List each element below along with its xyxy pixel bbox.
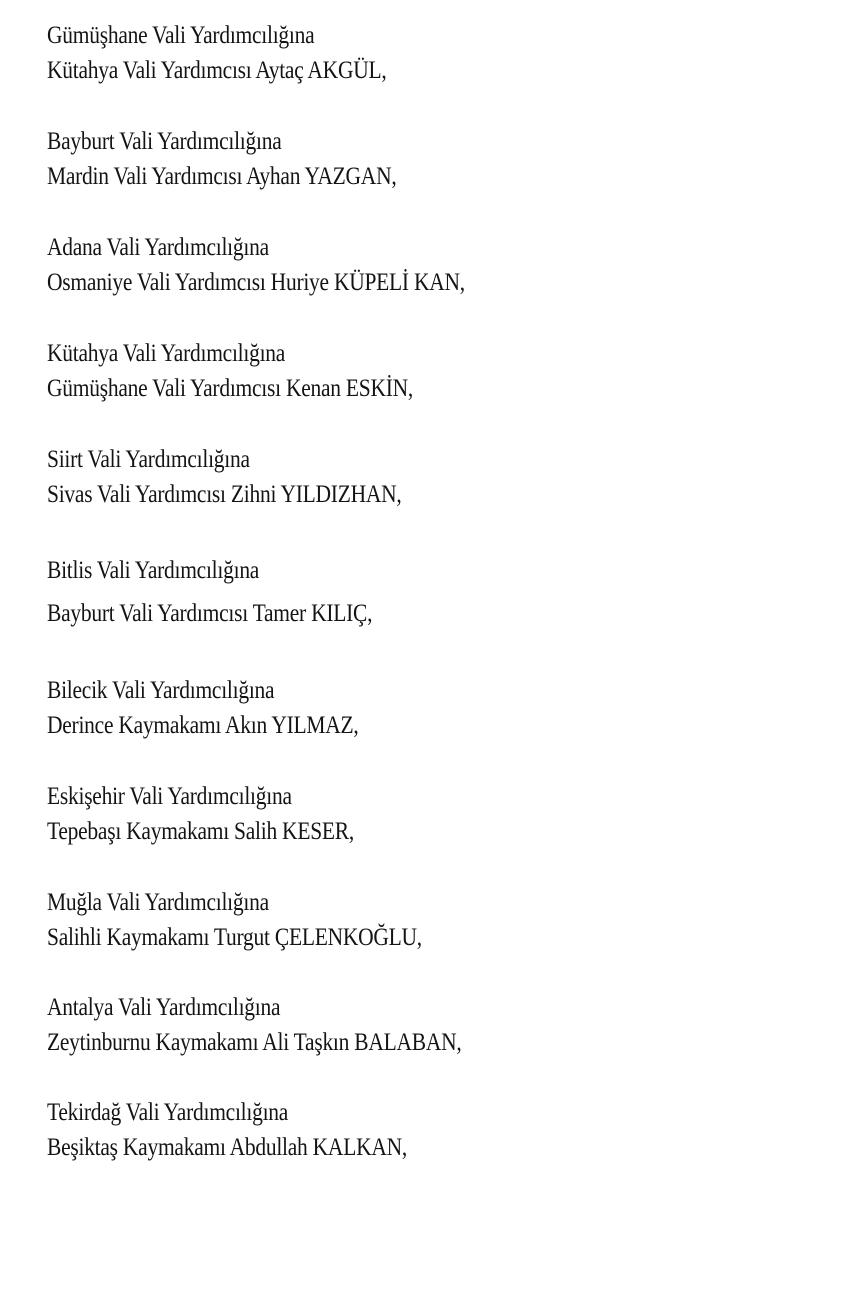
- position-line: Siirt Vali Yardımcılığına: [47, 446, 250, 473]
- position-line: Muğla Vali Yardımcılığına: [47, 889, 269, 916]
- position-line: Eskişehir Vali Yardımcılığına: [47, 783, 292, 810]
- appointee-line: Mardin Vali Yardımcısı Ayhan YAZGAN,: [47, 163, 397, 190]
- appointee-line: Zeytinburnu Kaymakamı Ali Taşkın BALABAN,: [47, 1029, 462, 1056]
- appointment-entry: [47, 1095, 407, 1165]
- appointment-entry: [47, 779, 354, 849]
- position-line: Antalya Vali Yardımcılığına: [47, 994, 281, 1021]
- appointee-line: Kütahya Vali Yardımcısı Aytaç AKGÜL,: [47, 57, 387, 84]
- position-line: Adana Vali Yardımcılığına: [47, 234, 269, 261]
- appointment-entry: [47, 230, 465, 300]
- appointee-line: Beşiktaş Kaymakamı Abdullah KALKAN,: [47, 1134, 408, 1161]
- appointment-entry: [47, 336, 413, 406]
- position-line: Gümüşhane Vali Yardımcılığına: [47, 22, 315, 49]
- appointment-entry: [47, 673, 358, 743]
- appointee-line: Derince Kaymakamı Akın YILMAZ,: [47, 712, 359, 739]
- position-line: Kütahya Vali Yardımcılığına: [47, 340, 286, 367]
- appointment-entry: [47, 124, 396, 194]
- appointee-line: Bayburt Vali Yardımcısı Tamer KILIÇ,: [47, 600, 373, 627]
- appointment-entry: [47, 442, 401, 512]
- position-line: Bilecik Vali Yardımcılığına: [47, 677, 275, 704]
- position-line: Bitlis Vali Yardımcılığına: [47, 557, 260, 584]
- position-line: Tekirdağ Vali Yardımcılığına: [47, 1099, 289, 1126]
- position-line: Bayburt Vali Yardımcılığına: [47, 128, 282, 155]
- appointment-entry: [47, 553, 372, 631]
- appointment-entry: [47, 18, 386, 88]
- appointee-line: Salihli Kaymakamı Turgut ÇELENKOĞLU,: [47, 924, 422, 951]
- appointee-line: Sivas Vali Yardımcısı Zihni YILDIZHAN,: [47, 481, 402, 508]
- appointee-line: Gümüşhane Vali Yardımcısı Kenan ESKİN,: [47, 375, 414, 402]
- appointment-entry: [47, 885, 422, 955]
- appointment-entry: [47, 990, 461, 1060]
- appointee-line: Tepebaşı Kaymakamı Salih KESER,: [47, 818, 354, 845]
- appointee-line: Osmaniye Vali Yardımcısı Huriye KÜPELİ KAN,: [47, 269, 465, 296]
